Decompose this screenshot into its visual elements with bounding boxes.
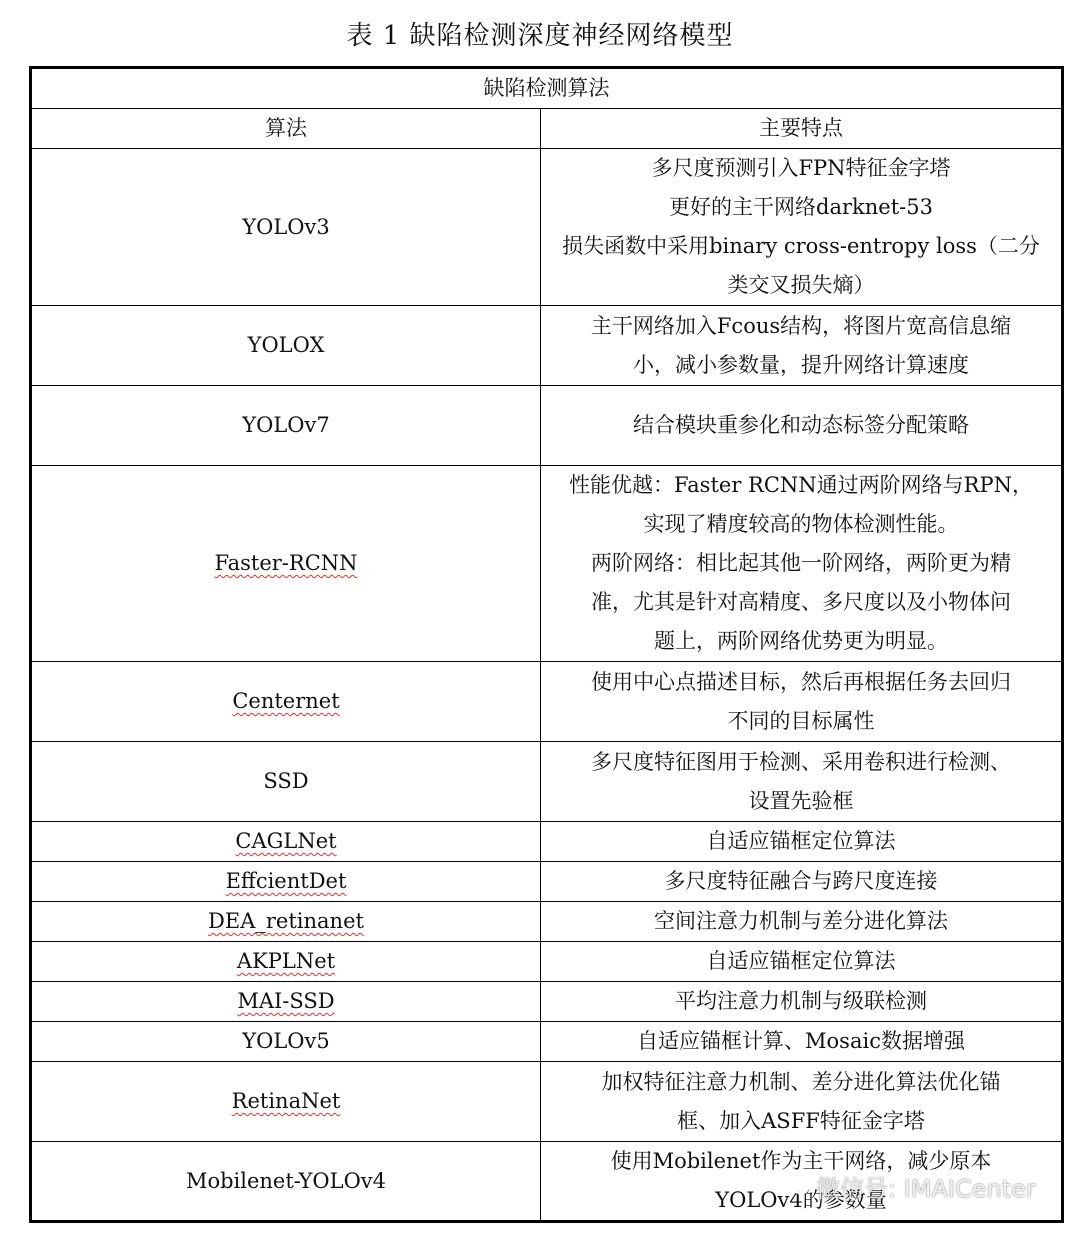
- algorithm-name: YOLOv7: [242, 413, 330, 437]
- feature-line: 平均注意力机制与级联检测: [675, 989, 927, 1013]
- feature-line: 实现了精度较高的物体检测性能。: [643, 512, 959, 536]
- table-row: [31, 942, 1063, 982]
- features-cell: [541, 742, 1063, 822]
- algorithm-name-cell: [31, 982, 541, 1022]
- feature-line: 框、加入ASFF特征金字塔: [677, 1108, 925, 1133]
- feature-line: 两阶网络：相比起其他一阶网络，两阶更为精: [591, 551, 1011, 575]
- features-cell: [541, 466, 1063, 662]
- table-caption: 表 1 缺陷检测深度神经网络模型: [346, 21, 734, 51]
- table-row: [31, 902, 1063, 942]
- features-cell: [541, 902, 1063, 942]
- features-cell: [541, 386, 1063, 466]
- algorithm-name: CAGLNet: [235, 829, 337, 853]
- feature-line: 准，尤其是针对高精度、多尺度以及小物体问: [591, 590, 1011, 614]
- feature-line: 自适应锚框定位算法: [706, 949, 896, 973]
- algorithm-name-cell: [31, 1062, 541, 1142]
- algorithm-name: SSD: [263, 769, 309, 793]
- features-cell: [541, 1062, 1063, 1142]
- feature-line: 多尺度特征融合与跨尺度连接: [664, 869, 938, 893]
- table-row: [31, 822, 1063, 862]
- algorithm-name-cell: [31, 662, 541, 742]
- feature-line: 小，减小参数量，提升网络计算速度: [633, 352, 969, 377]
- algorithm-name: RetinaNet: [231, 1089, 341, 1113]
- feature-line: 结合模块重参化和动态标签分配策略: [633, 413, 969, 437]
- algorithm-name-cell: [31, 466, 541, 662]
- table-body: [31, 149, 1063, 1222]
- table-row: [31, 386, 1063, 466]
- algorithm-name-cell: [31, 742, 541, 822]
- algorithm-name: YOLOv5: [242, 1029, 330, 1053]
- features-cell: [541, 942, 1063, 982]
- table-row: [31, 742, 1063, 822]
- table-row: [31, 982, 1063, 1022]
- algorithm-name-cell: [31, 942, 541, 982]
- table-row: [31, 306, 1063, 386]
- feature-line: 自适应锚框计算、Mosaic数据增强: [637, 1029, 965, 1053]
- algorithm-name-cell: [31, 1142, 541, 1222]
- algorithm-name-cell: [31, 1022, 541, 1062]
- table-row: [31, 862, 1063, 902]
- feature-line: 类交叉损失熵）: [727, 273, 875, 297]
- features-cell: [541, 1142, 1063, 1222]
- algorithm-name: YOLOX: [247, 333, 325, 357]
- algorithm-name: Faster-RCNN: [214, 551, 358, 575]
- feature-line: 不同的目标属性: [727, 708, 875, 733]
- feature-line: 损失函数中采用binary cross-entropy loss（二分: [562, 234, 1040, 258]
- table-title: 缺陷检测算法: [31, 68, 1063, 109]
- feature-line: 多尺度特征图用于检测、采用卷积进行检测、: [591, 749, 1011, 774]
- table-row: [31, 1022, 1063, 1062]
- header-algorithm: 算法: [31, 109, 541, 149]
- algorithm-name: DEA_retinanet: [208, 909, 364, 933]
- algorithm-name-cell: [31, 149, 541, 306]
- feature-line: 空间注意力机制与差分进化算法: [654, 909, 948, 933]
- table-row: [31, 1062, 1063, 1142]
- algorithm-name: AKPLNet: [236, 949, 336, 973]
- algorithm-name: MAI-SSD: [237, 989, 335, 1013]
- features-cell: [541, 1022, 1063, 1062]
- table-row: [31, 149, 1063, 306]
- feature-line: 多尺度预测引入FPN特征金字塔: [651, 156, 951, 180]
- feature-line: 加权特征注意力机制、差分进化算法优化锚: [601, 1069, 1001, 1094]
- algorithm-name-cell: [31, 386, 541, 466]
- feature-line: 主干网络加入Fcous结构，将图片宽高信息缩: [590, 313, 1012, 338]
- feature-line: 性能优越：Faster RCNN通过两阶网络与RPN，: [569, 473, 1033, 497]
- algorithm-name: YOLOv3: [242, 214, 330, 239]
- table-header-row: [31, 109, 1063, 149]
- features-cell: [541, 306, 1063, 386]
- table-row: [31, 662, 1063, 742]
- header-features: 主要特点: [541, 109, 1063, 149]
- feature-line: 更好的主干网络darknet-53: [669, 195, 933, 219]
- table-title-row: [31, 68, 1063, 109]
- algorithm-name-cell: [31, 902, 541, 942]
- algorithm-name: Centernet: [232, 689, 340, 713]
- algorithm-name-cell: [31, 306, 541, 386]
- table-row: [31, 1142, 1063, 1222]
- algorithm-name-cell: [31, 822, 541, 862]
- algorithm-name: EffcientDet: [225, 869, 347, 893]
- feature-line: YOLOv4的参数量: [715, 1188, 887, 1212]
- features-cell: [541, 862, 1063, 902]
- features-cell: [541, 982, 1063, 1022]
- feature-line: 题上，两阶网络优势更为明显。: [654, 629, 948, 653]
- feature-line: 自适应锚框定位算法: [706, 829, 896, 853]
- feature-line: 使用Mobilenet作为主干网络，减少原本: [610, 1149, 992, 1173]
- algorithm-name: Mobilenet-YOLOv4: [185, 1168, 387, 1193]
- table-row: [31, 466, 1063, 662]
- algorithm-name-cell: [31, 862, 541, 902]
- feature-line: 使用中心点描述目标，然后再根据任务去回归: [591, 669, 1011, 694]
- features-cell: [541, 662, 1063, 742]
- feature-line: 设置先验框: [748, 788, 854, 813]
- features-cell: [541, 149, 1063, 306]
- watermark-text: 微信号: IMAICenter: [816, 1174, 1036, 1203]
- features-cell: [541, 822, 1063, 862]
- algorithm-table: [29, 66, 1064, 1223]
